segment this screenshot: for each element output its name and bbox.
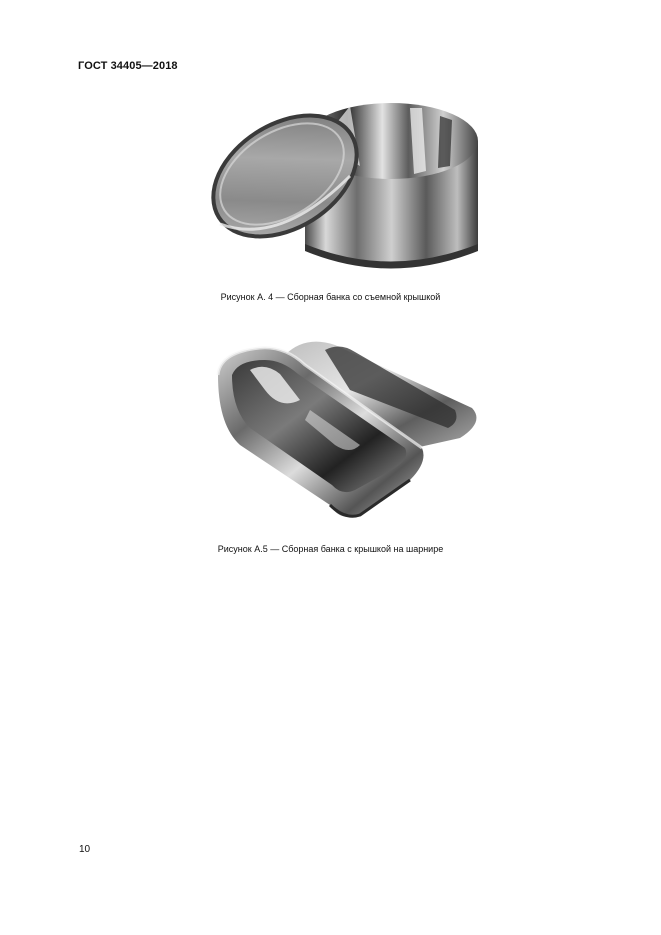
figure-hinged-tin-image xyxy=(210,330,480,525)
figure-round-tin-image xyxy=(200,96,490,284)
figure-caption: Рисунок А. 4 — Сборная банка со съемной крышкой xyxy=(220,292,441,302)
figure-caption: Рисунок А.5 — Сборная банка с крышкой на шарнире xyxy=(217,544,444,554)
standard-header: ГОСТ 34405—2018 xyxy=(78,60,178,72)
page-number: 10 xyxy=(79,844,91,855)
